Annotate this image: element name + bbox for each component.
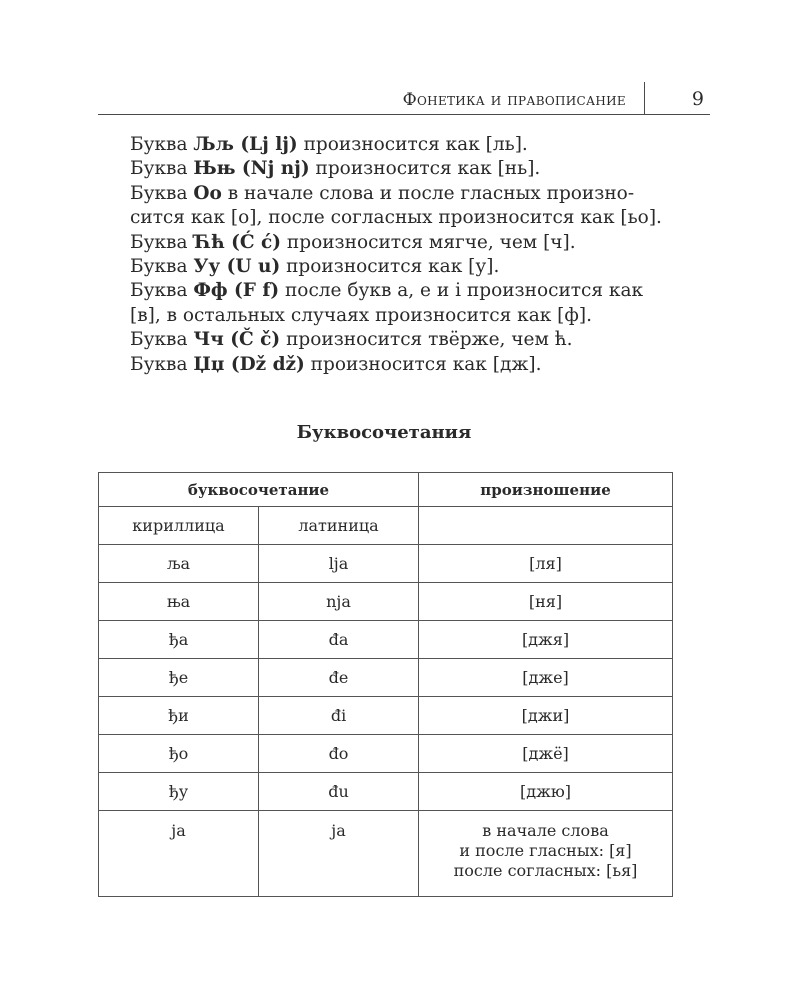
table-row [99,735,673,773]
pron-line: в начале слова [482,821,609,840]
subheader-latin: латиница [259,507,419,545]
text-line: Буква Оо в начале слова и после гласных произно- [130,182,635,204]
header-title: Фонетика и правописание [402,90,626,110]
cell-cyrillic: ља [99,545,259,583]
text-line: Буква Фф (F f) после букв а, е и і произносится как [130,280,644,302]
table-header-row [99,473,673,507]
table-row [99,621,673,659]
header-pronunciation: произношение [419,473,673,507]
table-subheader-row [99,507,673,545]
letters-description [130,133,690,377]
text-line: Буква Ћћ (Ć ć) произносится мягче, чем [ч]. [130,231,576,253]
cell-cyrillic: ђе [99,659,259,697]
cell-pronunciation: [джю] [419,773,673,811]
cell-latin: đa [259,621,419,659]
table-row [99,659,673,697]
section-title: Буквосочетания [296,422,472,443]
page-number: 9 [691,88,704,110]
text-line: Буква Џџ (Dž dž) произносится как [дж]. [130,353,542,375]
cell-pronunciation: [ля] [419,545,673,583]
cell-pronunciation: [джи] [419,697,673,735]
letter-combinations-table [98,472,673,897]
table-row [99,583,673,621]
cell-latin: nja [259,583,419,621]
cell-pronunciation: [джё] [419,735,673,773]
text-line: [в], в остальных случаях произносится как [ф]. [130,304,592,326]
cell-pronunciation: [дже] [419,659,673,697]
table-row [99,697,673,735]
cell-latin: lja [259,545,419,583]
cell-latin: ja [259,811,419,897]
cell-cyrillic: ђа [99,621,259,659]
text-line: сится как [о], после согласных произносится как [ьо]. [130,207,662,229]
cell-cyrillic: ђо [99,735,259,773]
header-separator [644,82,645,114]
text-line: Буква Љљ (Lj lj) произносится как [ль]. [130,134,528,155]
text-line: Буква Уу (U u) произносится как [у]. [130,256,500,278]
running-header [98,80,710,115]
subheader-empty [419,507,673,545]
subheader-cyrillic: кириллица [99,507,259,545]
cell-pronunciation: [ня] [419,583,673,621]
header-letter-combination: буквосочетание [99,473,419,507]
cell-latin: đu [259,773,419,811]
cell-latin: đi [259,697,419,735]
cell-pronunciation: [джя] [419,621,673,659]
cell-cyrillic: ја [99,811,259,897]
cell-cyrillic: ђу [99,773,259,811]
cell-pronunciation [419,811,673,897]
cell-latin: đe [259,659,419,697]
cell-latin: đo [259,735,419,773]
table-row [99,811,673,897]
table-row [99,545,673,583]
pron-line: и после гласных: [я] [459,841,632,860]
cell-cyrillic: ђи [99,697,259,735]
text-line: Буква Њњ (Nj nj) произносится как [нь]. [130,158,541,180]
text-line: Буква Чч (Č č) произносится твёрже, чем ћ. [130,329,573,351]
cell-cyrillic: ња [99,583,259,621]
pron-line: после согласных: [ья] [453,861,638,880]
table-row [99,773,673,811]
